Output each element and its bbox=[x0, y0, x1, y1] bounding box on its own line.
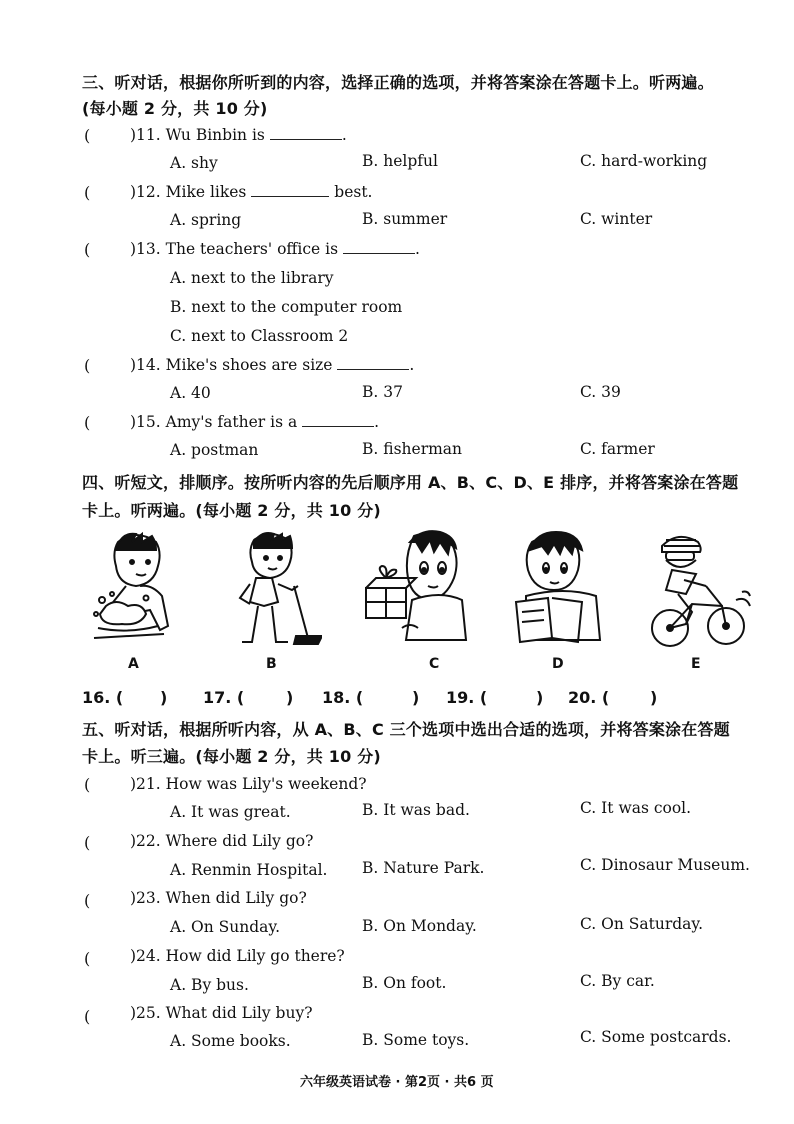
answer-18-label: 18. ( bbox=[322, 688, 364, 707]
option-21-a[interactable]: A. It was great. bbox=[170, 803, 291, 821]
option-13-b[interactable]: B. next to the computer room bbox=[170, 298, 403, 316]
option-12-a[interactable]: A. spring bbox=[170, 211, 242, 229]
section-4-title: 四、听短文，排顺序。按所听内容的先后顺序用 A、B、C、D、E 排序，并将答案涂在答题 bbox=[82, 473, 739, 492]
answer-20-close[interactable]: ) bbox=[650, 688, 658, 707]
option-11-c[interactable]: C. hard-working bbox=[580, 152, 708, 170]
option-14-a[interactable]: A. 40 bbox=[170, 384, 211, 402]
question-15: )15. Amy's father is a . bbox=[130, 413, 380, 431]
option-12-b[interactable]: B. summer bbox=[362, 210, 448, 228]
option-21-b[interactable]: B. It was bad. bbox=[362, 801, 470, 819]
picture-label-c: C bbox=[429, 656, 440, 672]
question-12: )12. Mike likes best. bbox=[130, 183, 373, 201]
answer-paren[interactable]: ( bbox=[84, 126, 91, 145]
question-14: )14. Mike's shoes are size . bbox=[130, 356, 415, 374]
answer-paren[interactable]: ( bbox=[84, 1007, 91, 1026]
answer-17-label: 17. ( bbox=[203, 688, 245, 707]
section-5-title: 五、听对话，根据所听内容，从 A、B、C 三个选项中选出合适的选项，并将答案涂在答题 bbox=[82, 720, 730, 739]
option-24-b[interactable]: B. On foot. bbox=[362, 974, 447, 992]
option-13-c[interactable]: C. next to Classroom 2 bbox=[170, 327, 349, 345]
answer-paren[interactable]: ( bbox=[84, 240, 91, 259]
picture-label-a: A bbox=[128, 656, 139, 672]
option-22-c[interactable]: C. Dinosaur Museum. bbox=[580, 856, 750, 874]
option-25-b[interactable]: B. Some toys. bbox=[362, 1031, 470, 1049]
option-23-c[interactable]: C. On Saturday. bbox=[580, 915, 704, 933]
option-22-b[interactable]: B. Nature Park. bbox=[362, 859, 485, 877]
page-footer: 六年级英语试卷 · 第2页 · 共6 页 bbox=[300, 1075, 494, 1090]
answer-paren[interactable]: ( bbox=[84, 413, 91, 432]
option-14-b[interactable]: B. 37 bbox=[362, 383, 403, 401]
option-15-a[interactable]: A. postman bbox=[170, 441, 259, 459]
option-25-c[interactable]: C. Some postcards. bbox=[580, 1028, 732, 1046]
section-4-score: 卡上。听两遍。(每小题 2 分，共 10 分) bbox=[82, 501, 381, 520]
question-13: )13. The teachers' office is . bbox=[130, 240, 420, 258]
question-22: )22. Where did Lily go? bbox=[130, 832, 314, 850]
answer-18-close[interactable]: ) bbox=[412, 688, 420, 707]
answer-16-label: 16. ( bbox=[82, 688, 124, 707]
option-13-a[interactable]: A. next to the library bbox=[170, 269, 334, 287]
picture-label-b: B bbox=[266, 656, 277, 672]
picture-label-d: D bbox=[552, 656, 564, 672]
answer-20-label: 20. ( bbox=[568, 688, 610, 707]
option-24-a[interactable]: A. By bus. bbox=[170, 976, 249, 994]
option-15-c[interactable]: C. farmer bbox=[580, 440, 655, 458]
picture-boy-reading-icon bbox=[510, 530, 606, 650]
question-24: )24. How did Lily go there? bbox=[130, 947, 345, 965]
picture-boy-gift-icon bbox=[362, 528, 472, 650]
option-23-b[interactable]: B. On Monday. bbox=[362, 917, 477, 935]
answer-paren[interactable]: ( bbox=[84, 949, 91, 968]
answer-paren[interactable]: ( bbox=[84, 775, 91, 794]
option-12-c[interactable]: C. winter bbox=[580, 210, 653, 228]
picture-boy-sweeping-icon bbox=[226, 528, 322, 650]
answer-19-label: 19. ( bbox=[446, 688, 488, 707]
section-3-title: 三、听对话，根据你所听到的内容，选择正确的选项，并将答案涂在答题卡上。听两遍。 bbox=[82, 73, 714, 92]
option-15-b[interactable]: B. fisherman bbox=[362, 440, 463, 458]
option-11-a[interactable]: A. shy bbox=[170, 154, 218, 172]
picture-label-e: E bbox=[691, 656, 701, 672]
answer-17-close[interactable]: ) bbox=[286, 688, 294, 707]
answer-paren[interactable]: ( bbox=[84, 891, 91, 910]
option-22-a[interactable]: A. Renmin Hospital. bbox=[170, 861, 328, 879]
option-21-c[interactable]: C. It was cool. bbox=[580, 799, 692, 817]
question-25: )25. What did Lily buy? bbox=[130, 1004, 313, 1022]
picture-boy-washing-icon bbox=[88, 528, 184, 650]
option-11-b[interactable]: B. helpful bbox=[362, 152, 438, 170]
question-11: )11. Wu Binbin is . bbox=[130, 126, 347, 144]
option-25-a[interactable]: A. Some books. bbox=[170, 1032, 291, 1050]
answer-paren[interactable]: ( bbox=[84, 356, 91, 375]
option-23-a[interactable]: A. On Sunday. bbox=[170, 918, 281, 936]
option-24-c[interactable]: C. By car. bbox=[580, 972, 655, 990]
answer-paren[interactable]: ( bbox=[84, 183, 91, 202]
answer-19-close[interactable]: ) bbox=[536, 688, 544, 707]
picture-boy-cycling-icon bbox=[644, 530, 754, 650]
question-23: )23. When did Lily go? bbox=[130, 889, 307, 907]
section-5-score: 卡上。听三遍。(每小题 2 分，共 10 分) bbox=[82, 747, 381, 766]
option-14-c[interactable]: C. 39 bbox=[580, 383, 621, 401]
answer-16-close[interactable]: ) bbox=[160, 688, 168, 707]
question-21: )21. How was Lily's weekend? bbox=[130, 775, 367, 793]
section-3-score: (每小题 2 分，共 10 分) bbox=[82, 99, 268, 118]
answer-paren[interactable]: ( bbox=[84, 833, 91, 852]
